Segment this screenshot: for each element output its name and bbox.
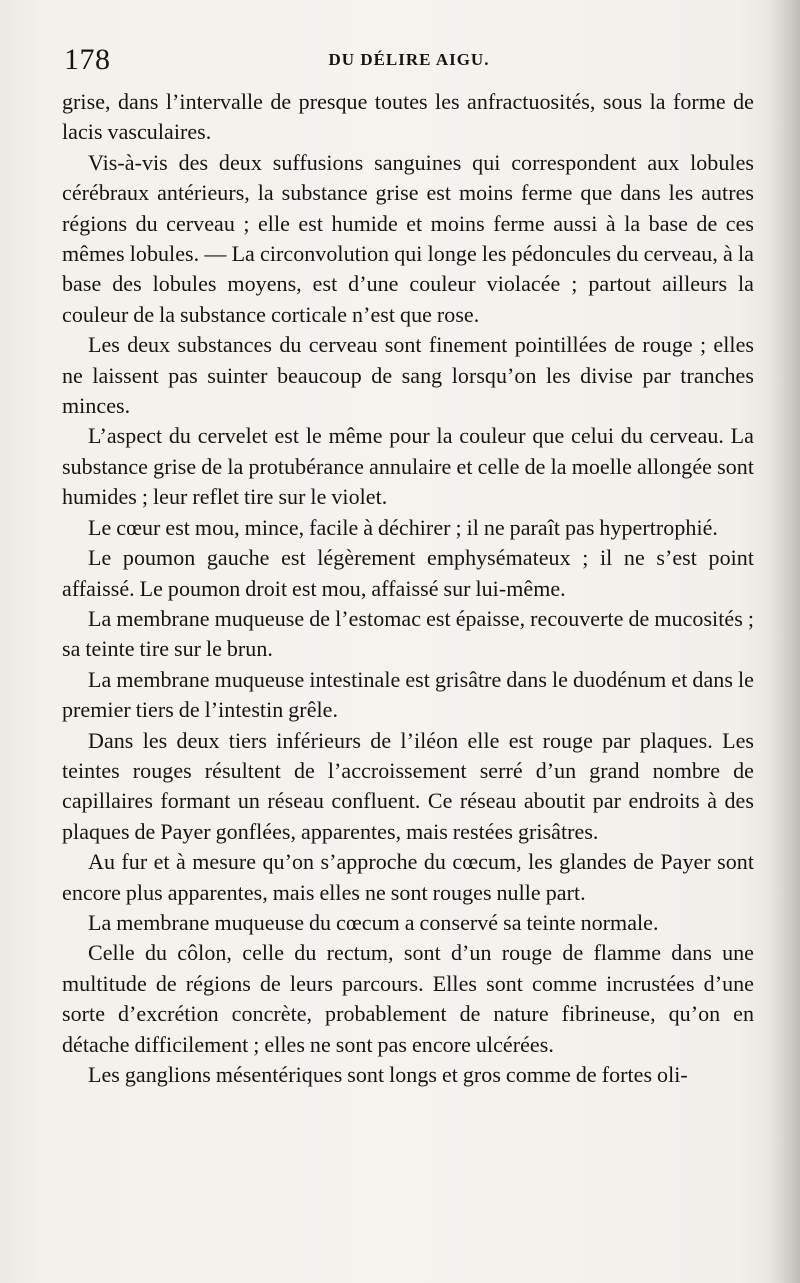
running-title: DU DÉLIRE AIGU. xyxy=(328,50,490,69)
paragraph-13: Les ganglions mésentériques sont longs et gros comme de fortes oli- xyxy=(88,1062,688,1087)
spine-shadow xyxy=(766,0,800,1283)
paragraph-6: Le poumon gauche est légèrement emphysémateux ; il ne s’est point affaissé. Le poumon droit est mou, affaissé sur lui-même. xyxy=(62,545,754,601)
paragraph-5: Le cœur est mou, mince, facile à déchirer ; il ne paraît pas hypertrophié. xyxy=(88,514,718,540)
paragraph-11: La membrane muqueuse du cœcum a conservé sa teinte normale. xyxy=(88,909,659,935)
paragraph-10: Au fur et à mesure qu’on s’approche du cœcum, les glandes de Payer sont encore plus apparentes, mais elles ne sont rouges nulle part. xyxy=(62,849,754,905)
paragraph-7: La membrane muqueuse de l’estomac est épaisse, recouverte de mucosités ; sa teinte tire sur le brun. xyxy=(62,605,754,662)
paragraph-12: Celle du côlon, celle du rectum, sont d’un rouge de flamme dans une multitude de régions de leurs parcours. Elles sont comme incrustées d’une sorte d’excrétion concrète, probablement de nature fibrineuse, qu’on en détache difficilement ; elles ne sont pas encore ulcérées. xyxy=(62,940,754,1057)
paragraph-3: Les deux substances du cerveau sont finement pointillées de rouge ; elles ne laissent pas suinter beaucoup de sang lorsqu’on les divise par tranches minces. xyxy=(62,332,754,419)
paragraph-2: Vis-à-vis des deux suffusions sanguines qui correspondent aux lobules cérébraux antérieurs, la substance grise est moins ferme que dans les autres régions du cerveau ; elle est humide et moins ferme aussi à la base de ces mêmes lobules. — La circonvolution qui longe les pédoncules du cerveau, à la base des lobules moyens, est d’une couleur violacée ; partout ailleurs la couleur de la substance corticale n’est que rose. xyxy=(62,149,754,327)
paragraph-1: grise, dans l’intervalle de presque toutes les anfractuosités, sous la forme de lacis vasculaires. xyxy=(62,89,754,145)
paragraph-4: L’aspect du cervelet est le même pour la couleur que celui du cerveau. La substance grise de la protubérance annulaire et celle de la moelle allongée sont humides ; leur reflet tire sur le violet. xyxy=(62,423,754,510)
paragraph-8: La membrane muqueuse intestinale est grisâtre dans le duodénum et dans le premier tiers de l’intestin grêle. xyxy=(62,666,754,723)
body-text xyxy=(62,87,754,1090)
page-header xyxy=(64,44,754,76)
paragraph-9: Dans les deux tiers inférieurs de l’iléon elle est rouge par plaques. Les teintes rouges résultent de l’accroissement serré d’un grand nombre de capillaires formant un réseau confluent. Ce réseau aboutit par endroits à des plaques de Payer gonflées, apparentes, mais restées grisâtres. xyxy=(62,727,754,844)
page-number: 178 xyxy=(64,43,111,76)
